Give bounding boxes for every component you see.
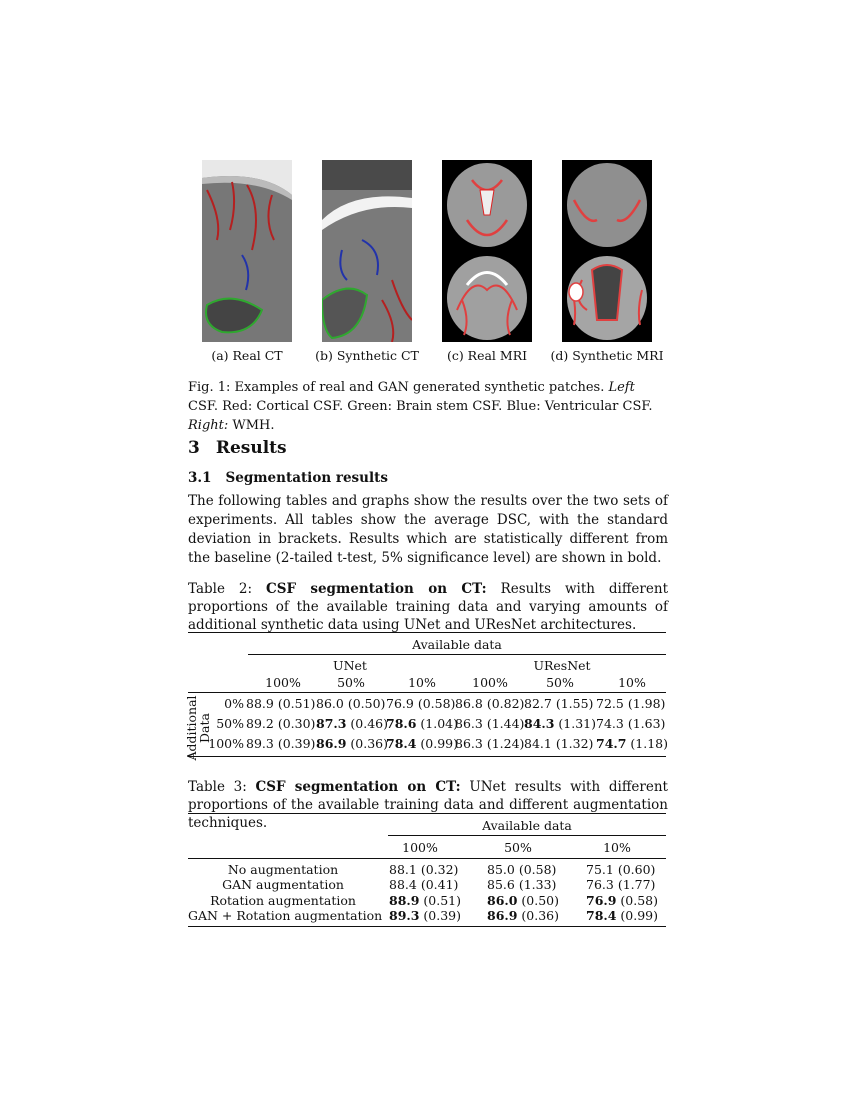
table2-cell-std: (0.99) [416, 736, 459, 751]
table2-cell [455, 696, 524, 711]
table2-col-header: 50% [337, 675, 365, 690]
table2-cell-mean: 89.2 [246, 716, 274, 731]
table3-cell [586, 908, 658, 923]
table2-cell-std: (0.51) [273, 696, 316, 711]
figure-caption-text: WMH. [228, 418, 275, 433]
table2-cell-mean: 89.3 [246, 736, 274, 751]
table3-cell [487, 862, 556, 877]
table3-row-label: Rotation augmentation [210, 893, 356, 908]
table2-cell-std: (1.24) [482, 736, 525, 751]
table3-header-rule [388, 835, 666, 836]
table3-cell-mean: 89.3 [389, 908, 420, 923]
table2-cell-mean: 84.3 [524, 716, 555, 731]
table3-cell [389, 862, 458, 877]
table2-top-rule [188, 632, 666, 633]
table2-cell [316, 736, 388, 751]
table2-caption [188, 580, 668, 634]
table3-col-header: 10% [603, 840, 631, 855]
table2-cell-mean: 74.7 [596, 736, 627, 751]
table2-cell [386, 696, 455, 711]
table3-cell-std: (0.58) [514, 862, 557, 877]
table2-row-label: 100% [208, 736, 244, 751]
table3-cell-std: (1.77) [613, 877, 656, 892]
figure-panel-synthetic-mri [562, 160, 652, 342]
section-heading [188, 438, 287, 458]
subsection-heading [188, 470, 388, 486]
subcaption-real-mri: (c) Real MRI [446, 348, 528, 363]
table2-cell [246, 696, 315, 711]
table3-mid-rule [188, 858, 666, 859]
table2-cell-mean: 86.3 [455, 716, 483, 731]
figure-caption-text: Examples of real and GAN generated synthetic patches. [230, 380, 609, 395]
table3-cell-mean: 76.9 [586, 893, 617, 908]
table3-cell-mean: 86.9 [487, 908, 518, 923]
table3-cell-std: (0.51) [419, 893, 462, 908]
table2-cell-std: (0.39) [273, 736, 316, 751]
table2-cell-mean: 86.9 [316, 736, 347, 751]
table2-mid-rule [188, 692, 666, 693]
figure-panel-synthetic-ct [322, 160, 412, 342]
table2-col-header: 100% [265, 675, 301, 690]
table3-cell [389, 893, 461, 908]
subcaption-real-ct: (a) Real CT [211, 348, 283, 363]
subsection-title: Segmentation results [225, 470, 388, 486]
results-paragraph: The following tables and graphs show the results over the two sets of experiments. All tables show the average DSC, with the standard deviation in brackets. Results which are statistically different from the baseline (2-tailed t-test, 5% significance level) are shown in bold. [188, 493, 668, 566]
table3-cell-std: (0.36) [517, 908, 560, 923]
synthetic-mri-image [562, 160, 652, 342]
table2-cell [316, 696, 385, 711]
table2-cell [246, 716, 315, 731]
table3-cell [487, 908, 559, 923]
table2-cell-std: (0.82) [482, 696, 525, 711]
table2-cell-std: (1.31) [554, 716, 597, 731]
figure-caption-prefix: Fig. 1: [188, 380, 231, 395]
table2-cell [386, 716, 458, 731]
table3-cell [586, 877, 655, 892]
table3-cell [487, 877, 556, 892]
table2-col-header: 10% [618, 675, 646, 690]
table2-cell-mean: 84.1 [524, 736, 552, 751]
table2-cell [524, 716, 596, 731]
figure-caption [188, 378, 668, 435]
table2-cell-std: (0.30) [273, 716, 316, 731]
figure-panel-real-ct [202, 160, 292, 342]
table2-group-uresnet: UResNet [533, 658, 591, 673]
table2-col-header: 50% [546, 675, 574, 690]
table2-cell-mean: 82.7 [524, 696, 552, 711]
table2-cell [524, 696, 593, 711]
table3-cell-mean: 86.0 [487, 893, 518, 908]
table3-caption-prefix: Table 3: [188, 779, 256, 795]
real-mri-image [442, 160, 532, 342]
table2-cell-mean: 86.8 [455, 696, 483, 711]
table2-cell-mean: 88.9 [246, 696, 274, 711]
table2-caption-prefix: Table 2: [188, 581, 266, 597]
table3-cell-mean: 75.1 [586, 862, 614, 877]
table2-cell-std: (1.04) [416, 716, 459, 731]
table2-cell [596, 736, 668, 751]
subcaption-synthetic-ct: (b) Synthetic CT [315, 348, 419, 363]
table2-cell-mean: 78.4 [386, 736, 417, 751]
table3-cell-std: (0.60) [613, 862, 656, 877]
table3-cell-mean: 85.6 [487, 877, 515, 892]
table2-cell [316, 716, 388, 731]
table3-col-header: 50% [504, 840, 532, 855]
section-title: Results [215, 438, 287, 458]
figure-caption-text: CSF. Red: Cortical CSF. Green: Brain stem CSF. Blue: Ventricular CSF. [188, 399, 653, 414]
table2-cell-mean: 87.3 [316, 716, 347, 731]
table3-header-top: Available data [482, 818, 572, 833]
table3-row-label: No augmentation [227, 862, 339, 877]
table2-cell-std: (1.63) [623, 716, 666, 731]
table3-cell-std: (0.39) [419, 908, 462, 923]
table3-top-rule [188, 813, 666, 814]
table3-cell-std: (1.33) [514, 877, 557, 892]
table2-cell-std: (1.55) [551, 696, 594, 711]
table2-cell-std: (0.50) [343, 696, 386, 711]
table2-cell [524, 736, 593, 751]
table3-col-header: 100% [402, 840, 438, 855]
table3-cell-mean: 78.4 [586, 908, 617, 923]
table2-group-unet: UNet [333, 658, 367, 673]
table2-cell-mean: 76.9 [386, 696, 414, 711]
table3-cell-mean: 85.0 [487, 862, 515, 877]
table2-cell-mean: 72.5 [596, 696, 624, 711]
table2-cell-mean: 78.6 [386, 716, 417, 731]
table2-row-label: 0% [224, 696, 244, 711]
table2-cell-std: (1.44) [482, 716, 525, 731]
table2-cell [596, 696, 665, 711]
subsection-number: 3.1 [188, 470, 212, 486]
table3-cell [389, 877, 458, 892]
table2-col-header: 10% [408, 675, 436, 690]
table3-cell [487, 893, 559, 908]
table2-cell-mean: 86.0 [316, 696, 344, 711]
table2-cell-mean: 74.3 [596, 716, 624, 731]
synthetic-ct-image [322, 160, 412, 342]
table3-caption-text: UNet results with different proportions of the available training data and different augmentation techniques. [188, 779, 668, 831]
table3-bottom-rule [188, 926, 666, 927]
table3-cell [586, 862, 655, 877]
table2-cell [246, 736, 315, 751]
table3-caption-bold: CSF segmentation on CT: [255, 779, 461, 795]
table2-cell-std: (0.36) [346, 736, 389, 751]
table2-cell [386, 736, 458, 751]
table3-cell-mean: 88.4 [389, 877, 417, 892]
table3-cell-std: (0.41) [416, 877, 459, 892]
table2-header-top: Available data [412, 637, 502, 652]
table2-cell-std: (0.58) [413, 696, 456, 711]
table3-cell-mean: 88.1 [389, 862, 417, 877]
table2-cell-std: (1.18) [626, 736, 669, 751]
table2-col-header: 100% [472, 675, 508, 690]
table2-cell-std: (0.46) [346, 716, 389, 731]
figure-caption-left: Left [608, 380, 635, 395]
real-ct-image [202, 160, 292, 342]
table2-row-label-line2: Data [197, 713, 212, 743]
table3-cell [586, 893, 658, 908]
table3-row-label: GAN + Rotation augmentation [188, 908, 383, 923]
table2-cell [455, 736, 524, 751]
table2-cell [596, 716, 665, 731]
table3-cell-mean: 76.3 [586, 877, 614, 892]
table2-caption-bold: CSF segmentation on CT: [265, 581, 487, 597]
section-number: 3 [188, 438, 200, 458]
figure-panel-real-mri [442, 160, 532, 342]
table3-cell-mean: 88.9 [389, 893, 420, 908]
table2-cell [455, 716, 524, 731]
table2-cell-std: (1.32) [551, 736, 594, 751]
table2-bottom-rule [188, 756, 666, 757]
table2-row-label: 50% [216, 716, 244, 731]
table3-cell [389, 908, 461, 923]
table3-cell-std: (0.50) [517, 893, 560, 908]
table3-cell-std: (0.99) [616, 908, 659, 923]
table2-cell-std: (1.98) [623, 696, 666, 711]
table2-header-rule [248, 654, 666, 655]
table3-row-label: GAN augmentation [222, 877, 344, 892]
table3-cell-std: (0.32) [416, 862, 459, 877]
figure-caption-right: Right: [188, 418, 229, 433]
table3-cell-std: (0.58) [616, 893, 659, 908]
table2-caption-text: Results with different proportions of the available training data and varying amounts of additional synthetic data using UNet and UResNet architectures. [188, 581, 668, 633]
table2-cell-mean: 86.3 [455, 736, 483, 751]
subcaption-synthetic-mri: (d) Synthetic MRI [550, 348, 664, 363]
table2-row-label-line1: Additional [184, 695, 199, 761]
